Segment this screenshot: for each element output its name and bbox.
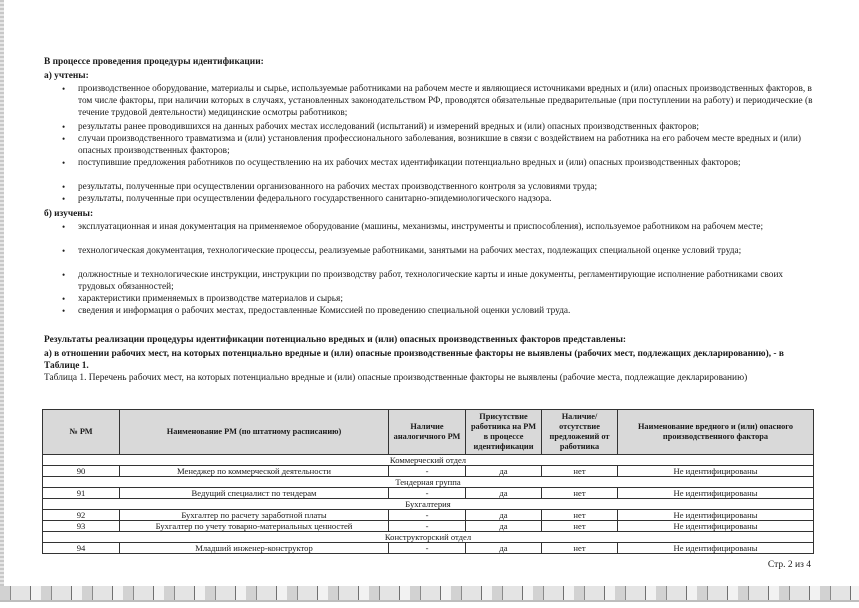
cell-analog: -: [389, 521, 466, 532]
section-b-title: б) изучены:: [44, 209, 94, 219]
bullet-icon: •: [62, 194, 66, 204]
cell-presence: да: [466, 488, 542, 499]
binding-edge: [0, 586, 859, 600]
department-row: [43, 532, 814, 543]
bullet-icon: •: [62, 270, 66, 280]
cell-factor: Не идентифицированы: [618, 521, 814, 532]
bullet-icon: •: [62, 134, 66, 144]
cell-name: Менеджер по коммерческой деятельности: [120, 466, 389, 477]
cell-factor: Не идентифицированы: [618, 543, 814, 554]
bullet-icon: •: [62, 306, 66, 316]
bullet-icon: •: [62, 294, 66, 304]
cell-num: 92: [43, 510, 120, 521]
cell-name: Бухгалтер по учету товарно-материальных ценностей: [120, 521, 389, 532]
col-header-proposals: Наличие/отсутствие предложений от работника: [542, 410, 618, 455]
cell-presence: да: [466, 521, 542, 532]
cell-name: Ведущий специалист по тендерам: [120, 488, 389, 499]
table-header-row: [43, 410, 814, 455]
list-item: должностные и технологические инструкции, инструкции по производству работ, технологические карты и иные документы, регламентирующие исполнение работниками своих трудовых обязанностей;: [78, 270, 784, 292]
cell-proposals: нет: [542, 510, 618, 521]
list-item: случаи производственного травматизма и (или) установления профессионального заболевания, возникшие в связи с воздействием на работника на его рабочем месте вредных и (или) опасных производственных факторов;: [78, 134, 801, 156]
binding-line: [0, 600, 859, 602]
list-item: производственное оборудование, материалы и сырье, используемые работниками на рабочем месте и являющиеся источниками вредных и (или) опасных производственных факторов, в том числе факторы, при наличии которых в случаях, установленных законодательством РФ, проводятся обязательные предварительные (при поступлении на работу) и периодические (в течение трудовой деятельности) медицинские осмотры работников;: [78, 84, 813, 118]
procedure-heading: В процессе проведения процедуры идентификации:: [44, 57, 264, 67]
cell-name: Младший инженер-конструктор: [120, 543, 389, 554]
table-row: [43, 510, 814, 521]
department-name: Коммерческий отдел: [43, 455, 814, 466]
list-item: сведения и информация о рабочих местах, предоставленные Комиссией по проведению специальной оценки условий труда.: [78, 306, 571, 316]
cell-analog: -: [389, 510, 466, 521]
cell-presence: да: [466, 510, 542, 521]
table-row: [43, 543, 814, 554]
cell-num: 91: [43, 488, 120, 499]
list-item: результаты ранее проводившихся на данных рабочих местах исследований (испытаний) и измерений вредных и (или) опасных производственных факторов;: [78, 122, 699, 132]
bullet-icon: •: [62, 122, 66, 132]
department-row: [43, 499, 814, 510]
table-caption: Таблица 1. Перечень рабочих мест, на которых потенциально вредные и (или) опасные производственные факторы не выявлены (рабочие места, подлежащие декларированию): [44, 373, 748, 383]
list-item: поступившие предложения работников по осуществлению на их рабочих местах идентификации потенциально вредных и (или) опасных производственных факторов;: [78, 158, 741, 168]
list-item: технологическая документация, технологические процессы, реализуемые работниками, занятыми на рабочих местах, подлежащих специальной оценке условий труда;: [78, 246, 742, 256]
cell-factor: Не идентифицированы: [618, 510, 814, 521]
col-header-factor: Наименование вредного и (или) опасного производственного фактора: [618, 410, 814, 455]
cell-proposals: нет: [542, 466, 618, 477]
cell-num: 90: [43, 466, 120, 477]
col-header-presence: Присутствие работника на РМ в процессе идентификации: [466, 410, 542, 455]
department-name: Тендерная группа: [43, 477, 814, 488]
department-name: Бухгалтерия: [43, 499, 814, 510]
cell-factor: Не идентифицированы: [618, 488, 814, 499]
bullet-icon: •: [62, 222, 66, 232]
results-a: а) в отношении рабочих мест, на которых потенциально вредные и (или) опасные производственные факторы не выявлены (рабочих мест, подлежащих декларированию), - в Таблице 1.: [44, 349, 784, 371]
cell-factor: Не идентифицированы: [618, 466, 814, 477]
list-item: результаты, полученные при осуществлении федерального государственного санитарно-эпидемиологического надзора.: [78, 194, 552, 204]
bullet-icon: •: [62, 84, 66, 94]
table-row: [43, 488, 814, 499]
cell-num: 94: [43, 543, 120, 554]
section-a-title: а) учтены:: [44, 71, 89, 81]
cell-num: 93: [43, 521, 120, 532]
list-item: эксплуатационная и иная документация на применяемое оборудование (машины, механизмы, инструменты и приспособления), используемое работником на рабочем месте;: [78, 222, 764, 232]
cell-analog: -: [389, 488, 466, 499]
list-item: характеристики применяемых в производстве материалов и сырья;: [78, 294, 343, 304]
cell-analog: -: [389, 466, 466, 477]
table-row: [43, 521, 814, 532]
cell-name: Бухгалтер по расчету заработной платы: [120, 510, 389, 521]
bullet-icon: •: [62, 182, 66, 192]
list-item: результаты, полученные при осуществлении организованного на рабочих местах производственного контроля за условиями труда;: [78, 182, 598, 192]
col-header-name: Наименование РМ (по штатному расписанию): [120, 410, 389, 455]
department-row: [43, 455, 814, 466]
bullet-icon: •: [62, 246, 66, 256]
table-row: [43, 466, 814, 477]
cell-presence: да: [466, 543, 542, 554]
cell-proposals: нет: [542, 488, 618, 499]
page-number: Стр. 2 из 4: [767, 560, 811, 570]
department-row: [43, 477, 814, 488]
cell-proposals: нет: [542, 521, 618, 532]
col-header-num: № РМ: [43, 410, 120, 455]
bullet-icon: •: [62, 158, 66, 168]
col-header-analog: Наличие аналогичного РМ: [389, 410, 466, 455]
cell-proposals: нет: [542, 543, 618, 554]
results-heading: Результаты реализации процедуры идентификации потенциально вредных и (или) опасных производственных факторов представлены:: [44, 335, 627, 345]
workplaces-table: [42, 409, 814, 554]
cell-analog: -: [389, 543, 466, 554]
department-name: Конструкторский отдел: [43, 532, 814, 543]
cell-presence: да: [466, 466, 542, 477]
